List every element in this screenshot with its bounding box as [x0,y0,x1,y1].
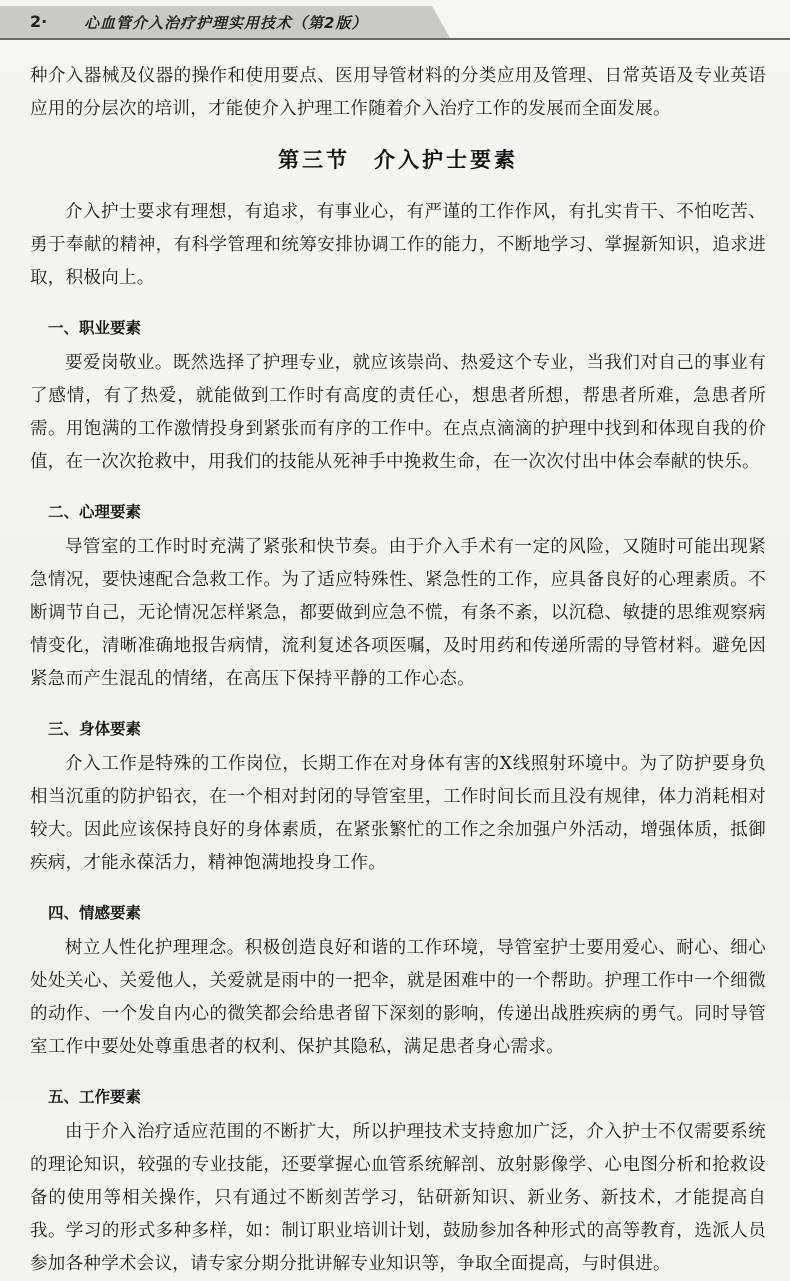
page-number: 2· [30,12,48,31]
paragraph-physical: 介入工作是特殊的工作岗位，长期工作在对身体有害的X线照射环境中。为了防护要身负相当沉重的防护铅衣，在一个相对封闭的导管室里，工作时间长而且没有规律，体力消耗相对较大。因此应该保持良好的身体素质，在紧张繁忙的工作之余加强户外活动，增强体质，抵御疾病，才能永葆活力，精神饱满地投身工作。 [30,754,766,873]
subheading-psychological: 二、心理要素 [48,503,142,521]
page-body [30,60,766,1281]
subheading-work: 五、工作要素 [48,1088,142,1106]
header-rule [0,38,790,40]
running-title: 心血管介入治疗护理实用技术（第2版） [84,14,368,32]
paragraph-professional: 要爱岗敬业。既然选择了护理专业，就应该崇尚、热爱这个专业，当我们对自己的事业有了感情，有了热爱，就能做到工作时有高度的责任心，想患者所想，帮患者所难，急患者所需。用饱满的工作激情投身到紧张而有序的工作中。在点点滴滴的护理中找到和体现自我的价值，在一次次抢救中，用我们的技能从死神手中挽救生命，在一次次付出中体会奉献的快乐。 [30,353,766,472]
running-header [0,0,790,44]
paragraph-work: 由于介入治疗适应范围的不断扩大，所以护理技术支持愈加广泛，介入护士不仅需要系统的理论知识，较强的专业技能，还要掌握心血管系统解剖、放射影像学、心电图分析和抢救设备的使用等相关操作，只有通过不断刻苦学习，钻研新知识、新业务、新技术，才能提高自我。学习的形式多种多样，如：制订职业培训计划，鼓励参加各种形式的高等教育，选派人员参加各种学术会议，请专家分期分批讲解专业知识等，争取全面提高，与时俱进。 [30,1122,766,1274]
subheading-professional: 一、职业要素 [48,319,142,337]
paragraph-emotional: 树立人性化护理理念。积极创造良好和谐的工作环境，导管室护士要用爱心、耐心、细心处处关心、关爱他人，关爱就是雨中的一把伞，就是困难中的一个帮助。护理工作中一个细微的动作、一个发自内心的微笑都会给患者留下深刻的影响，传递出战胜疾病的勇气。同时导管室工作中要处处尊重患者的权利、保护其隐私，满足患者身心需求。 [30,938,766,1057]
section-lead-paragraph: 介入护士要求有理想，有追求，有事业心，有严谨的工作作风，有扎实肯干、不怕吃苦、勇于奉献的精神，有科学管理和统筹安排协调工作的能力，不断地学习、掌握新知识，追求进取，积极向上。 [30,202,766,288]
intro-paragraph: 种介入器械及仪器的操作和使用要点、医用导管材料的分类应用及管理、日常英语及专业英语应用的分层次的培训，才能使介入护理工作随着介入治疗工作的发展而全面发展。 [30,66,766,119]
section-title: 第三节 介入护士要素 [278,148,518,172]
subheading-emotional: 四、情感要素 [48,904,142,922]
subheading-physical: 三、身体要素 [48,720,142,738]
paragraph-psychological: 导管室的工作时时充满了紧张和快节奏。由于介入手术有一定的风险，又随时可能出现紧急情况，要快速配合急救工作。为了适应特殊性、紧急性的工作，应具备良好的心理素质。不断调节自己，无论情况怎样紧急，都要做到应急不慌，有条不紊，以沉稳、敏捷的思维观察病情变化，清晰准确地报告病情，流利复述各项医嘱，及时用药和传递所需的导管材料。避免因紧急而产生混乱的情绪，在高压下保持平静的工作心态。 [30,537,766,689]
